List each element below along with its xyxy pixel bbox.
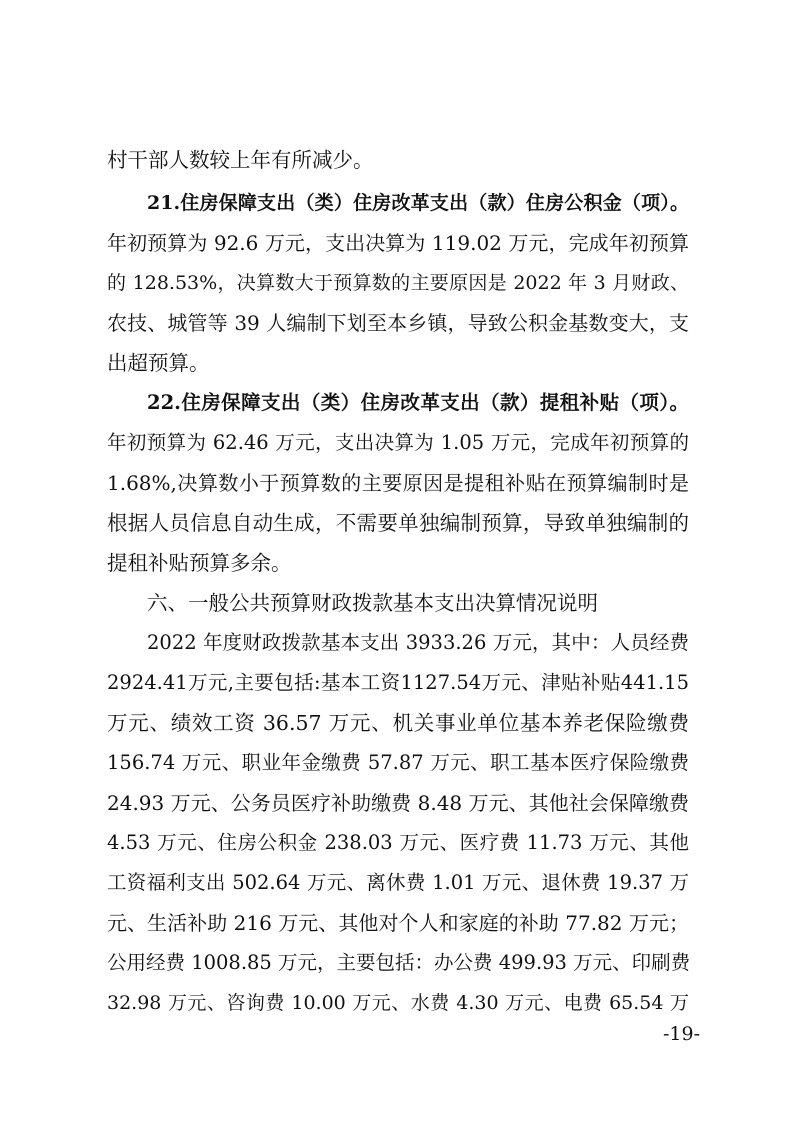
text-line: 年初预算为 62.46 万元，支出决算为 1.05 万元，完成年初预算的 <box>107 431 689 454</box>
page-number: -19- <box>662 1023 700 1045</box>
section-heading-22: 22.住房保障支出（类）住房改革支出（款）提租补贴（项）。 <box>147 391 689 414</box>
text-line: 的 128.53%，决算数大于预算数的主要原因是 2022 年 3 月财政、 <box>107 272 689 294</box>
text-line: 根据人员信息自动生成，不需要单独编制预算，导致单独编制的 <box>107 511 689 535</box>
text-line: 公用经费 1008.85 万元，主要包括：办公费 499.93 万元、印刷费 <box>107 951 691 974</box>
text-line: 156.74 万元、职业年金缴费 57.87 万元、职工基本医疗保险缴费 <box>107 751 689 774</box>
text-line: 农技、城管等 39 人编制下划至本乡镇，导致公积金基数变大，支 <box>107 311 689 335</box>
text-line: 提租补贴预算多余。 <box>107 551 292 575</box>
text-line: 万元、绩效工资 36.57 万元、机关事业单位基本养老保险缴费 <box>107 711 689 735</box>
section-heading-21: 21.住房保障支出（类）住房改革支出（款）住房公积金（项）。 <box>147 192 689 214</box>
section-heading-6: 六、一般公共预算财政拨款基本支出决算情况说明 <box>147 591 598 615</box>
text-line: 工资福利支出 502.64 万元、离休费 1.01 万元、退休费 19.37 万 <box>107 871 689 894</box>
text-line: 年初预算为 92.6 万元，支出决算为 119.02 万元，完成年初预算 <box>107 231 689 255</box>
text-line: 2924.41万元,主要包括:基本工资1127.54万元、津贴补贴441.15 <box>107 671 689 694</box>
text-line: 24.93 万元、公务员医疗补助缴费 8.48 万元、其他社会保障缴费 <box>107 791 689 815</box>
text-line: 村干部人数较上年有所减少。 <box>107 148 374 172</box>
text-line: 1.68%,决算数小于预算数的主要原因是提租补贴在预算编制时是 <box>107 471 689 495</box>
text-line: 2022 年度财政拨款基本支出 3933.26 万元，其中：人员经费 <box>147 631 689 654</box>
text-line: 4.53 万元、住房公积金 238.03 万元、医疗费 11.73 万元、其他 <box>107 831 689 854</box>
text-line: 32.98 万元、咨询费 10.00 万元、水费 4.30 万元、电费 65.54 万 <box>107 992 689 1014</box>
text-line: 出超预算。 <box>107 351 210 375</box>
text-line: 元、生活补助 216 万元、其他对个人和家庭的补助 77.82 万元； <box>107 911 689 935</box>
